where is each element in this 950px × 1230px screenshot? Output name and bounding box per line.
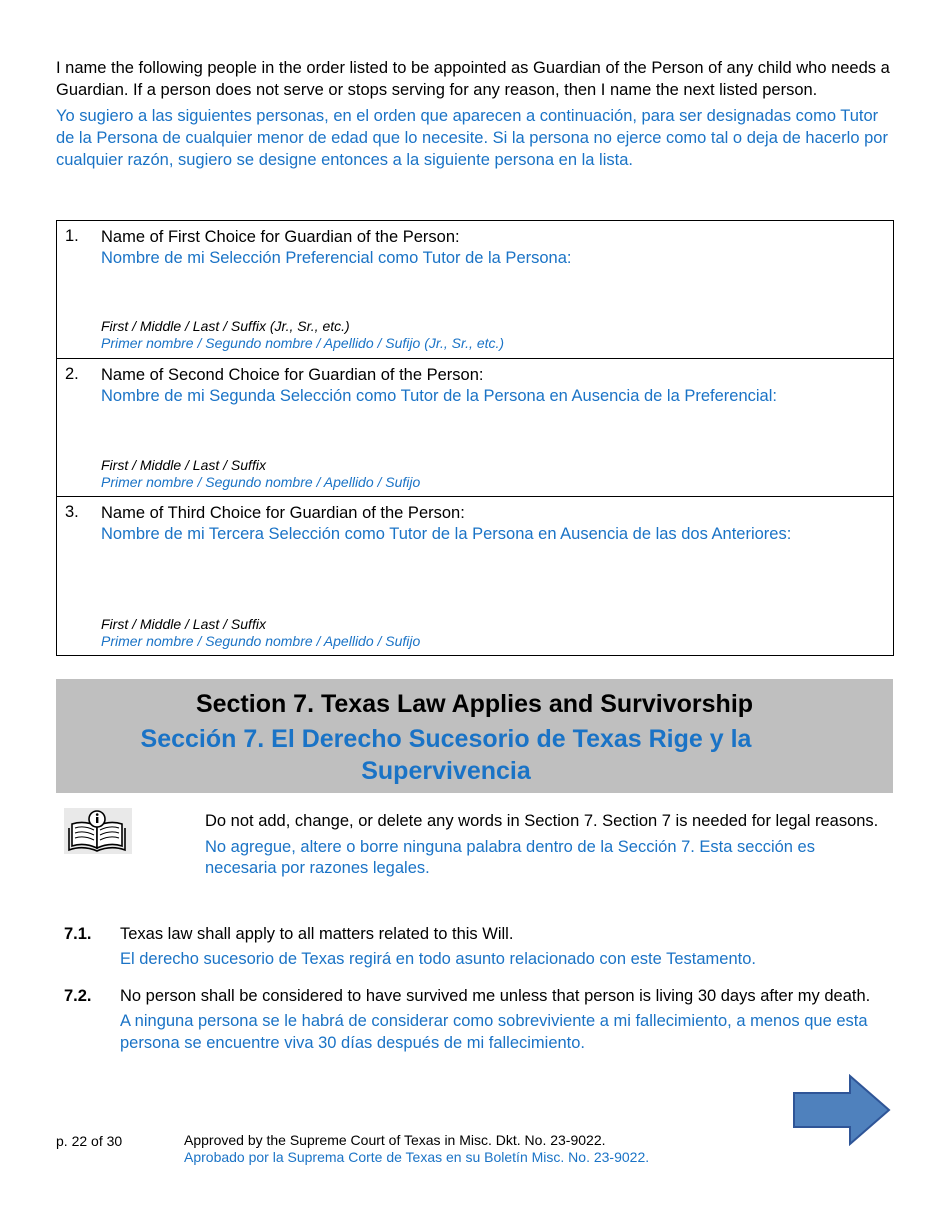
info-book-icon <box>64 808 132 854</box>
approval-english: Approved by the Supreme Court of Texas in Misc. Dkt. No. 23-9022. <box>184 1132 606 1148</box>
clause-number: 7.2. <box>64 987 92 1005</box>
notice-spanish: No agregue, altere o borre ninguna palabra dentro de la Sección 7. Esta sección es necesaria por razones legales. <box>205 838 815 877</box>
intro-spanish: Yo sugiero a las siguientes personas, en el orden que aparecen a continuación, para ser designadas como Tutor de la Persona de cualquier menor de edad que lo necesite. Si la persona no ejerce como tal o deja de hacerlo por cualquier razón, sugiero se designe entonces a la siguiente persona en la lista. <box>56 107 888 169</box>
section-title-spanish: Sección 7. El Derecho Sucesorio de Texas Rige y la Supervivencia <box>140 725 752 785</box>
name-hint-english: First / Middle / Last / Suffix <box>101 616 266 632</box>
section-7-notice <box>205 811 885 879</box>
choice-label-english: Name of Third Choice for Guardian of the Person: <box>101 504 465 522</box>
clause-spanish: El derecho sucesorio de Texas regirá en todo asunto relacionado con este Testamento. <box>120 950 756 968</box>
clause-english: No person shall be considered to have survived me unless that person is living 30 days after my death. <box>120 987 871 1005</box>
guardian-choice-1[interactable] <box>57 221 893 358</box>
choice-label-spanish: Nombre de mi Tercera Selección como Tutor de la Persona en Ausencia de las dos Anteriores: <box>101 525 792 543</box>
next-page-arrow-icon[interactable] <box>792 1074 892 1146</box>
name-hint-english: First / Middle / Last / Suffix (Jr., Sr., etc.) <box>101 318 350 334</box>
name-hint-spanish: Primer nombre / Segundo nombre / Apellido / Sufijo <box>101 474 421 490</box>
approval-footer <box>184 1132 649 1166</box>
choice-label-english: Name of Second Choice for Guardian of the Person: <box>101 366 484 384</box>
choice-label-spanish: Nombre de mi Segunda Selección como Tutor de la Persona en Ausencia de la Preferencial: <box>101 387 777 405</box>
choice-number: 2. <box>65 365 79 383</box>
name-hint-spanish: Primer nombre / Segundo nombre / Apellido / Sufijo (Jr., Sr., etc.) <box>101 335 505 351</box>
choice-label-spanish: Nombre de mi Selección Preferencial como Tutor de la Persona: <box>101 249 572 267</box>
approval-spanish: Aprobado por la Suprema Corte de Texas en su Boletín Misc. No. 23-9022. <box>184 1149 650 1165</box>
section-title-english: Section 7. Texas Law Applies and Survivorship <box>195 690 754 718</box>
clause-7-1 <box>64 923 890 970</box>
clause-7-2 <box>64 985 890 1054</box>
intro-paragraph <box>56 57 896 171</box>
choice-number: 1. <box>65 227 79 245</box>
section-7-header <box>56 679 893 793</box>
name-hint-spanish: Primer nombre / Segundo nombre / Apellido / Sufijo <box>101 633 421 649</box>
notice-english: Do not add, change, or delete any words in Section 7. Section 7 is needed for legal reasons. <box>205 812 879 830</box>
guardian-choice-2[interactable] <box>57 359 893 496</box>
guardian-choice-3[interactable] <box>57 497 893 655</box>
name-hint-english: First / Middle / Last / Suffix <box>101 457 266 473</box>
intro-english: I name the following people in the order listed to be appointed as Guardian of the Person of any child who needs a Guardian. If a person does not serve or stops serving for any reason, then I name the next listed person. <box>56 59 890 99</box>
clause-spanish: A ninguna persona se le habrá de considerar como sobreviviente a mi fallecimiento, a menos que esta persona se encuentre viva 30 días después de mi fallecimiento. <box>120 1012 868 1052</box>
guardian-choices-table <box>56 220 894 656</box>
clause-number: 7.1. <box>64 925 92 943</box>
choice-label-english: Name of First Choice for Guardian of the Person: <box>101 228 460 246</box>
choice-number: 3. <box>65 503 79 521</box>
page-number: p. 22 of 30 <box>56 1133 123 1149</box>
clause-english: Texas law shall apply to all matters related to this Will. <box>120 925 514 943</box>
